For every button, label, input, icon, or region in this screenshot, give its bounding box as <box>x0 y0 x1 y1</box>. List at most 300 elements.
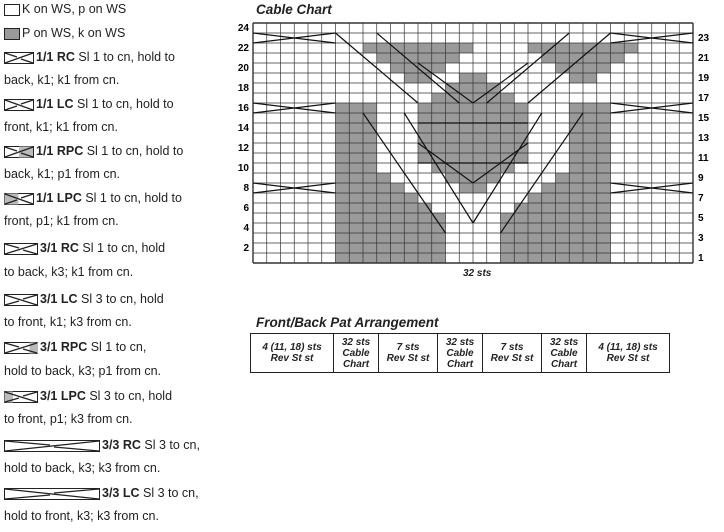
purl-cell <box>556 203 570 213</box>
purl-cell <box>569 163 583 173</box>
legend-item-continuation: to front, p1; k3 from cn. <box>4 412 133 426</box>
purl-cell <box>349 223 363 233</box>
cable-chart-title: Cable Chart <box>256 2 332 17</box>
purl-cell <box>391 213 405 223</box>
row-number-left: 24 <box>237 23 249 34</box>
arrangement-cell <box>251 334 334 373</box>
purl-cell <box>528 213 542 223</box>
purl-cell <box>391 223 405 233</box>
purl-cell <box>487 103 501 113</box>
purl-cell <box>404 233 418 243</box>
purl-cell <box>556 173 570 183</box>
purl-cell <box>391 253 405 263</box>
purl-cell <box>597 163 611 173</box>
row-number-right: 13 <box>698 133 710 144</box>
row-number-right: 3 <box>698 233 704 244</box>
purl-cell <box>432 103 446 113</box>
arrangement-cell-line: Chart <box>446 358 474 370</box>
purl-cell <box>432 253 446 263</box>
purl-cell <box>501 113 515 123</box>
purl-cell <box>418 203 432 213</box>
purl-cell <box>459 123 473 133</box>
purl-cell <box>569 203 583 213</box>
legend-item-text: Sl 1 to cn, hold <box>82 241 166 255</box>
arrangement-cell-line: 32 sts <box>341 336 371 348</box>
purl-cell <box>597 253 611 263</box>
row-number-left: 18 <box>237 83 249 94</box>
purl-cell <box>377 213 391 223</box>
purl-cell <box>487 123 501 133</box>
purl-cell <box>336 233 350 243</box>
purl-cell <box>349 253 363 263</box>
purl-cell <box>514 213 528 223</box>
row-number-left: 12 <box>237 143 249 154</box>
purl-cell <box>583 133 597 143</box>
purl-cell <box>459 163 473 173</box>
row-number-right: 21 <box>698 53 710 64</box>
purl-cell <box>473 143 487 153</box>
purl-cell <box>583 253 597 263</box>
purl-cell <box>597 233 611 243</box>
legend-item-text: Sl 1 to cn, <box>90 340 147 354</box>
purl-cell <box>391 233 405 243</box>
purl-cell <box>569 73 583 83</box>
purl-cell <box>459 183 473 193</box>
arrangement-cell <box>587 334 670 373</box>
row-number-right: 23 <box>698 33 710 44</box>
purl-cell <box>349 133 363 143</box>
row-number-right: 19 <box>698 73 710 84</box>
purl-cell <box>583 183 597 193</box>
purl-cell <box>349 113 363 123</box>
purl-cell <box>583 233 597 243</box>
purl-cell <box>377 223 391 233</box>
legend-item-text: Sl 1 to cn, hold to <box>78 50 175 64</box>
purl-cell <box>363 193 377 203</box>
purl-cell <box>583 143 597 153</box>
purl-cell <box>569 173 583 183</box>
row-number-left: 2 <box>243 243 249 254</box>
row-number-left: 6 <box>243 203 249 214</box>
purl-cell <box>556 253 570 263</box>
purl-cell <box>363 123 377 133</box>
purl-cell <box>556 223 570 233</box>
purl-cell <box>432 53 446 63</box>
purl-cell <box>597 63 611 73</box>
purl-cell <box>501 253 515 263</box>
purl-cell <box>363 43 377 53</box>
purl-cell <box>404 243 418 253</box>
purl-cell <box>542 213 556 223</box>
purl-cell <box>597 193 611 203</box>
purl-cell <box>569 143 583 153</box>
purl-cell <box>446 103 460 113</box>
purl-cell <box>597 203 611 213</box>
purl-cell <box>377 243 391 253</box>
purl-cell <box>569 113 583 123</box>
purl-cell <box>336 243 350 253</box>
legend-item-continuation: front, k1; k1 from cn. <box>4 120 118 134</box>
purl-cell <box>569 193 583 203</box>
purl-cell <box>583 173 597 183</box>
purl-cell <box>404 193 418 203</box>
purl-cell <box>363 133 377 143</box>
purl-cell <box>583 43 597 53</box>
purl-cell <box>336 203 350 213</box>
row-number-right: 15 <box>698 113 710 124</box>
purl-cell <box>583 103 597 113</box>
purl-cell <box>404 253 418 263</box>
purl-cell <box>514 253 528 263</box>
arrangement-cell-line: Rev St st <box>490 353 534 364</box>
purl-cell <box>569 233 583 243</box>
purl-cell <box>597 223 611 233</box>
legend-item-abbrev: 3/1 RC <box>40 241 83 255</box>
purl-cell <box>363 213 377 223</box>
purl-cell <box>473 163 487 173</box>
arrangement-cell <box>483 334 542 373</box>
purl-cell <box>597 173 611 183</box>
purl-cell <box>363 143 377 153</box>
purl-cell <box>446 113 460 123</box>
purl-cell <box>597 153 611 163</box>
purl-cell <box>349 103 363 113</box>
legend-item-abbrev: 1/1 RPC <box>36 144 87 158</box>
purl-cell <box>459 83 473 93</box>
purl-cell <box>514 203 528 213</box>
legend-item-abbrev: 1/1 LPC <box>36 191 86 205</box>
purl-cell <box>583 113 597 123</box>
purl-cell <box>569 43 583 53</box>
purl-cell <box>391 63 405 73</box>
purl-cell <box>514 243 528 253</box>
legend-item-continuation: back, k1; k1 from cn. <box>4 73 120 87</box>
arrangement-cell-line: 4 (11, 18) sts <box>262 342 322 353</box>
purl-cell <box>473 103 487 113</box>
purl-cell <box>473 153 487 163</box>
purl-cell <box>363 113 377 123</box>
purl-cell <box>418 103 432 113</box>
legend-item-text: Sl 3 to cn, hold <box>81 292 164 306</box>
purl-cell <box>446 133 460 143</box>
purl-cell <box>363 153 377 163</box>
purl-cell <box>528 223 542 233</box>
purl-cell <box>418 223 432 233</box>
purl-cell <box>459 133 473 143</box>
purl-cell <box>363 163 377 173</box>
purl-cell <box>597 123 611 133</box>
purl-cell <box>528 243 542 253</box>
purl-cell <box>514 233 528 243</box>
purl-cell <box>501 223 515 233</box>
purl-cell <box>459 153 473 163</box>
purl-cell <box>336 253 350 263</box>
purl-cell <box>542 203 556 213</box>
legend-item-text: K on WS, p on WS <box>22 2 127 16</box>
purl-cell <box>473 113 487 123</box>
arrangement-cell <box>334 334 379 373</box>
purl-cell <box>501 233 515 243</box>
purl-cell <box>528 203 542 213</box>
purl-cell <box>514 103 528 113</box>
purl-cell <box>363 243 377 253</box>
legend-item-text: Sl 1 to cn, hold to <box>77 97 174 111</box>
purl-cell <box>349 163 363 173</box>
purl-cell <box>377 173 391 183</box>
purl-cell <box>404 73 418 83</box>
purl-cell <box>377 193 391 203</box>
legend-item-text: P on WS, k on WS <box>22 26 126 40</box>
purl-cell <box>569 123 583 133</box>
purl-cell <box>542 243 556 253</box>
purl-cell <box>597 103 611 113</box>
purl-cell <box>459 143 473 153</box>
legend-item-abbrev: 3/1 LPC <box>40 389 90 403</box>
purl-cell <box>583 123 597 133</box>
purl-cell <box>569 153 583 163</box>
purl-cell <box>514 223 528 233</box>
purl-cell <box>459 43 473 53</box>
purl-cell <box>446 153 460 163</box>
purl-cell <box>432 143 446 153</box>
purl-cell <box>404 223 418 233</box>
purl-cell <box>349 203 363 213</box>
purl-cell <box>363 173 377 183</box>
legend-item-abbrev: 3/1 LC <box>40 292 81 306</box>
purl-cell <box>418 123 432 133</box>
legend-item-abbrev: 1/1 RC <box>36 50 79 64</box>
purl-cell <box>404 43 418 53</box>
purl-cell <box>336 123 350 133</box>
purl-cell <box>446 53 460 63</box>
purl-cell <box>501 123 515 133</box>
row-number-right: 17 <box>698 93 710 104</box>
row-number-left: 10 <box>237 163 249 174</box>
purl-cell <box>473 133 487 143</box>
purl-cell <box>432 93 446 103</box>
row-number-left: 8 <box>243 183 249 194</box>
purl-cell <box>459 113 473 123</box>
purl-cell <box>611 53 625 63</box>
purl-cell <box>473 123 487 133</box>
purl-cell <box>514 113 528 123</box>
arrangement-cell <box>542 334 587 373</box>
purl-cell <box>459 103 473 113</box>
purl-cell <box>418 253 432 263</box>
arrangement-cell-line: Rev St st <box>270 353 314 364</box>
purl-cell <box>349 233 363 243</box>
purl-cell <box>336 213 350 223</box>
purl-cell <box>528 253 542 263</box>
purl-cell <box>336 223 350 233</box>
purl-cell <box>336 193 350 203</box>
purl-cell <box>542 253 556 263</box>
purl-cell <box>446 43 460 53</box>
legend-item-continuation: hold to front, k3; k3 from cn. <box>4 509 159 523</box>
purl-cell <box>418 243 432 253</box>
purl-cell <box>336 103 350 113</box>
purl-cell <box>473 73 487 83</box>
arrangement-cell-line: 7 sts <box>500 342 524 353</box>
purl-cell <box>542 183 556 193</box>
purl-cell <box>569 183 583 193</box>
purl-cell <box>446 143 460 153</box>
arrangement-cell-line: Cable <box>342 347 370 359</box>
arrangement-title: Front/Back Pat Arrangement <box>256 315 439 330</box>
purl-cell <box>597 133 611 143</box>
purl-cell <box>336 183 350 193</box>
purl-cell <box>556 53 570 63</box>
purl-cell <box>432 213 446 223</box>
purl-cell <box>597 53 611 63</box>
row-number-right: 7 <box>698 193 704 204</box>
purl-cell <box>349 243 363 253</box>
purl-cell <box>377 203 391 213</box>
legend-item-continuation: front, p1; k1 from cn. <box>4 214 119 228</box>
purl-cell <box>583 193 597 203</box>
purl-cell <box>556 213 570 223</box>
purl-cell <box>336 113 350 123</box>
purl-cell <box>377 183 391 193</box>
purl-cell <box>569 213 583 223</box>
legend-item-text: Sl 1 to cn, hold to <box>85 191 182 205</box>
purl-cell <box>487 143 501 153</box>
purl-cell <box>349 183 363 193</box>
purl-cell <box>391 43 405 53</box>
purl-cell <box>501 243 515 253</box>
purl-cell <box>583 223 597 233</box>
purl-cell <box>363 233 377 243</box>
arrangement-cell-line: Cable <box>550 347 578 359</box>
purl-cell <box>336 133 350 143</box>
arrangement-cell-line: 32 sts <box>445 336 475 348</box>
purl-cell <box>418 43 432 53</box>
purl-cell <box>377 233 391 243</box>
purl-cell <box>501 93 515 103</box>
purl-cell <box>597 213 611 223</box>
purl-cell <box>404 213 418 223</box>
arrangement-table <box>250 333 670 373</box>
legend-item-continuation: to back, k3; k1 from cn. <box>4 265 134 279</box>
arrangement-cell <box>438 334 483 373</box>
purl-cell <box>349 193 363 203</box>
arrangement-cell-line: 4 (11, 18) sts <box>598 342 658 353</box>
purl-cell <box>432 123 446 133</box>
arrangement-cell-line: Rev St st <box>386 353 430 364</box>
purl-cell <box>418 113 432 123</box>
purl-cell <box>583 63 597 73</box>
purl-cell <box>459 73 473 83</box>
purl-cell <box>542 233 556 243</box>
purl-cell <box>487 113 501 123</box>
purl-cell <box>528 233 542 243</box>
purl-cell <box>363 183 377 193</box>
arrangement-cell-line: Rev St st <box>606 353 650 364</box>
purl-cell <box>597 183 611 193</box>
purl-cell <box>501 213 515 223</box>
purl-cell <box>556 183 570 193</box>
purl-cell <box>363 203 377 213</box>
purl-cell <box>556 243 570 253</box>
purl-cell <box>542 193 556 203</box>
arrangement-row <box>251 334 670 373</box>
row-number-left: 16 <box>237 103 249 114</box>
purl-cell <box>473 83 487 93</box>
purl-cell <box>528 193 542 203</box>
row-number-right: 11 <box>698 153 709 164</box>
purl-cell <box>501 133 515 143</box>
purl-cell <box>528 43 542 53</box>
purl-cell <box>404 63 418 73</box>
purl-cell <box>432 243 446 253</box>
legend-item-abbrev: 3/1 RPC <box>40 340 91 354</box>
row-number-left: 14 <box>237 123 249 134</box>
purl-cell <box>624 43 638 53</box>
purl-cell <box>569 103 583 113</box>
purl-cell <box>418 53 432 63</box>
legend-item-continuation: to front, k1; k3 from cn. <box>4 315 132 329</box>
purl-cell <box>501 143 515 153</box>
arrangement-cell-line: Chart <box>550 358 578 370</box>
purl-cell <box>611 43 625 53</box>
legend-item-continuation: back, k1; p1 from cn. <box>4 167 121 181</box>
arrangement-cell-line: Chart <box>342 358 370 370</box>
purl-cell <box>349 143 363 153</box>
arrangement-cell-line: Cable <box>446 347 474 359</box>
purl-cell <box>418 233 432 243</box>
row-number-left: 4 <box>243 223 249 234</box>
purl-cell <box>432 233 446 243</box>
purl-cell <box>569 253 583 263</box>
purl-cell <box>349 123 363 133</box>
arrangement-cell <box>379 334 438 373</box>
purl-cell <box>473 183 487 193</box>
purl-cell <box>377 53 391 63</box>
purl-cell <box>377 253 391 263</box>
purl-cell <box>583 213 597 223</box>
row-number-right: 1 <box>698 253 704 264</box>
purl-cell <box>597 243 611 253</box>
purl-cell <box>597 43 611 53</box>
purl-cell <box>363 103 377 113</box>
purl-cell <box>556 193 570 203</box>
row-number-right: 9 <box>698 173 704 184</box>
purl-cell <box>391 203 405 213</box>
purl-cell <box>583 153 597 163</box>
arrangement-cell-line: 32 sts <box>549 336 579 348</box>
purl-cell <box>336 153 350 163</box>
legend-item-text: Sl 3 to cn, <box>143 486 199 500</box>
purl-cell <box>569 133 583 143</box>
purl-cell <box>569 63 583 73</box>
purl-cell <box>556 63 570 73</box>
purl-cell <box>363 253 377 263</box>
purl-cell <box>556 43 570 53</box>
legend-item-abbrev: 3/3 LC <box>102 486 143 500</box>
purl-cell <box>363 223 377 233</box>
purl-cell <box>391 243 405 253</box>
purl-cell <box>597 113 611 123</box>
row-number-left: 20 <box>237 63 249 74</box>
row-number-right: 5 <box>698 213 704 224</box>
purl-cell <box>336 143 350 153</box>
purl-cell <box>349 173 363 183</box>
purl-cell <box>583 243 597 253</box>
purl-cell <box>487 153 501 163</box>
purl-cell <box>556 233 570 243</box>
purl-cell <box>432 223 446 233</box>
legend-item-continuation: hold to back, k3; k3 from cn. <box>4 461 161 475</box>
